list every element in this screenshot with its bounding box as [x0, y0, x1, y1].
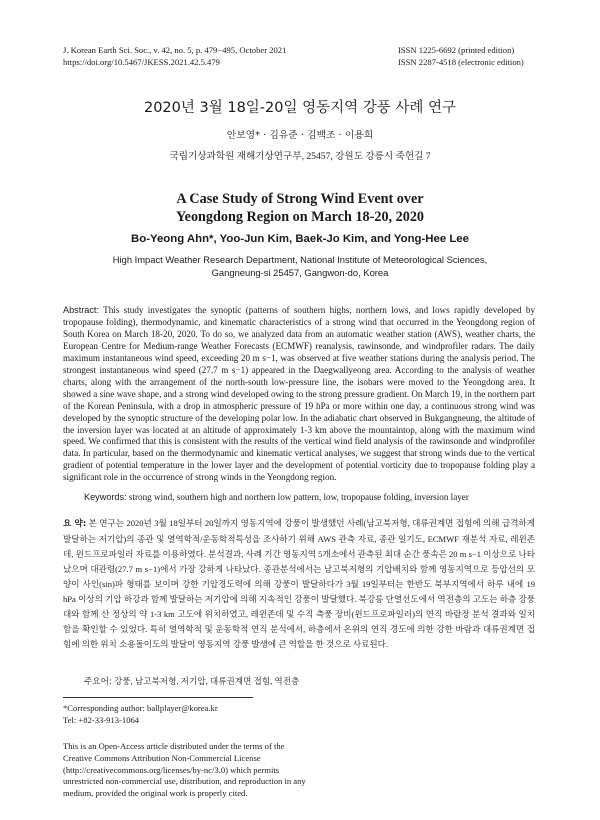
issn-print: ISSN 1225-6692 (printed edition) [398, 45, 515, 55]
journal-header [63, 44, 286, 68]
korean-keywords-label: 주요어: [84, 677, 112, 687]
issn-electronic: ISSN 2287-4518 (electronic edition) [398, 57, 524, 67]
english-affiliation [0, 254, 600, 279]
korean-keywords-text: 강풍, 남고북저형, 저기압, 대류권계면 접힘, 역전층 [113, 676, 300, 686]
english-abstract [63, 305, 535, 484]
korean-abstract-label: 요 약: [63, 519, 87, 529]
korean-authors: 안보영* · 김유준 · 김백조 · 이용희 [226, 130, 374, 141]
english-affiliation-line2: Gangneung-si 25457, Gangwon-do, Korea [211, 266, 389, 278]
english-keywords [84, 492, 539, 502]
abstract-text: This study investigates the synoptic (patterns of southern highs, northern lows, and lows rapidly developed by tropopause folding), thermodynamic, and kinematic characteristics of a strong wind that occurred in the Yeongdong region of South Korea on March 18-20, 2020. To do so, we analyzed data from an automatic weather station (AWS), weather charts, the European Centre for Medium-range Weather Forecasts (ECMWF) reanalysis, rawinsonde, and windprofiler radars. The daily maximum instantaneous wind speed, exceeding 20 m s−1, was observed at five weather stations during the analysis period. The strongest instantaneous wind speed (27.7 m s−1) appeared in the Daegwallyeong area. According to the analysis of weather charts, along with the arrangement of the north-south low-pressure line, the isobars were moved to the Yeongdong area. It showed a sine wave shape, and a strong wind developed owing to the strong pressure gradient. On March 19, in the northern part of the Korean Peninsula, with a drop in atmospheric pressure of 19 hPa or more within one day, a continuous strong wind was developed by the synoptic structure of the developing polar low. In the adiabatic chart observed in Bukgangneung, the altitude of the inversion layer was located at an altitude of approximately 1-3 km above the mountaintop, along with the maximum wind speed. We confirmed that this is consistent with the results of the vertical wind field analysis of the rawinsonde and windprofiler data. In particular, based on the thermodynamic and kinematic vertical analyses, we suggest that strong winds due to the vertical gradient of potential temperature in the lower layer and the development of potential vorticity due to tropopause folding play a significant role in the occurrence of strong winds in the Yeongdong region. [63, 305, 536, 483]
doi-link[interactable]: https://doi.org/10.5467/JKESS.2021.42.5.479 [63, 57, 220, 67]
journal-citation: J. Korean Earth Sci. Soc., v. 42, no. 5, p. 479−495, October 2021 [63, 45, 287, 55]
corresponding-email: *Corresponding author: ballplayer@korea.kr [63, 703, 218, 713]
korean-abstract-text: 본 연구는 2020년 3월 18일부터 20일까지 영동지역에 강풍이 발생했던 사례(남고북저형, 대류권계면 접힘에 의해 급격하게 발달하는 저기압)의 종관 및 열역학적/운동학적특성을 조사하기 위해 AWS 관측 자료, 종관 일기도, ECMWF 재분석 자료, 레윈존데, 윈드프로파일러 자료를 이용하였다. 분석결과, 사례 기간 영동지역 5개소에서 관측된 최대 순간 풍속은 20 m s−1 이상으로 나타났으며 대관령(27.7 m s−1)에서 가장 강하게 나타났다. 종관분석에서는 남고북저형의 기압배치와 함께 영동지역으로 등압선의 모양이 사인(sin)파 형태를 보이며 강한 기압경도력에 의해 강풍이 발달하다가 3월 19일부터는 한반도 북부지역에서 하루 내에 19 hPa 이상의 기압 하강과 함께 발달하는 저기압에 의해 지속적인 강풍이 발달했다. 북강릉 단열선도에서 역전층의 고도는 하층 강풍대와 함께 산 정상의 약 1-3 km 고도에 위치하였고, 레윈존데 및 수직 측풍 장비(윈드프로파일러)의 연직 바람장 분석 결과와 일치함을 확인할 수 있었다. 특히 열역학적 및 운동학적 연직 분석에서, 하층에서 온위의 연직 경도에 의한 강한 바람과 대류권계면 접힘에 의한 위치 소용돌이도의 발달이 영동지역 강풍 발생에 큰 역할을 한 것으로 사료된다. [63, 518, 535, 649]
korean-keywords [84, 675, 539, 687]
corresponding-tel: Tel: +82-33-913-1064 [63, 715, 140, 725]
corresponding-author [63, 702, 363, 726]
english-title-line2: Yeongdong Region on March 18-20, 2020 [175, 209, 425, 225]
keywords-text: strong wind, southern high and northern low pattern, low, tropopause folding, inversion layer [128, 492, 469, 502]
english-authors: Bo-Yeong Ahn*, Yoo-Jun Kim, Baek-Jo Kim, and Yong-Hee Lee [131, 233, 469, 245]
open-access-notice: This is an Open-Access article distributed under the terms of the Creative Commons Attribution Non-Commercial License (http://creativecommons.org/licenses/by-nc/3.0) which permits unrestricted non-commercial use, distribution, and reproduction in any medium, provided the original work is properly cited. [63, 741, 306, 799]
keywords-label: Keywords: [84, 492, 127, 502]
abstract-label: Abstract: [63, 305, 100, 315]
footnote-divider [63, 697, 253, 698]
english-title [0, 190, 600, 226]
english-title-line1: A Case Study of Strong Wind Event over [176, 191, 424, 207]
english-affiliation-line1: High Impact Weather Research Department, National Institute of Meteorological Sciences, [112, 254, 488, 265]
issn-block [398, 44, 524, 68]
korean-title: 2020년 3월 18일-20일 영동지역 강풍 사례 연구 [143, 100, 456, 116]
korean-abstract [63, 516, 535, 652]
korean-affiliation: 국립기상과학원 재해기상연구부, 25457, 강원도 강릉시 죽헌길 7 [169, 151, 431, 162]
